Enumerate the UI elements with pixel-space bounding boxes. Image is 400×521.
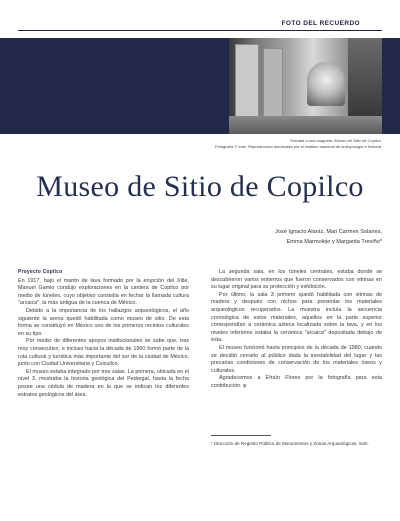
authors-line: Emma Marmolejo y Margarita Treviño* [286,239,382,245]
paragraph: El museo estaba integrado por tres salas. La primera, ubicada en el nivel 3, mostraba la historia geológica del Pedregal, hasta la fecha posee una cédula de madera en la que se indican los diferentes estratos geológicos del área. [18,368,189,398]
photo-caption: Entrada a una maqueta. Museo de Sitio de Copilco. [290,138,382,143]
footnote: * Dirección de Registro Público de Monumentos y Zonas Arqueológicas, inah. [211,441,369,446]
article-authors [275,227,382,247]
paragraph: Debido a la importancia de los hallazgos arqueológicos, el año siguiente la arena quedó habilitada como museo de sitio. De esta forma se constituyó en México uno de los primeros recintos culturales en su tipo. [18,307,189,337]
tunnel-opening [307,62,345,106]
body-column-right [211,269,382,391]
paragraph: La segunda sala, en los túneles centrales, estaba donde se descubrieron varios entierros que fueron conservados con vitrinas en su lugar original para su protección y exhibición. [211,269,382,291]
exhibit-panel [263,48,283,120]
paragraph: El museo funcionó hasta principios de la década de 1980, cuando se decidió cerrarlo al público dada la inestabilidad del lugar y las precarias condiciones de conservación de los materiales óseos y culturales. [211,344,382,374]
section-byline: Proyecto Copilco [18,269,63,275]
header-rule [18,30,382,31]
paragraph: Agradecemos a Efraín Flores por la fotografía para esta contribución. φ [211,375,382,389]
body-column-left [18,269,189,399]
paragraph: Por último, la sala 3 primero quedó habilitada con vitrinas de madera y después con nichos para presentar los materiales arqueológicos recuperados. La muestra incluía la secuencia cronológica de estos materiales, aquellos en la parte superior correspondían a cerámica azteca localizada sobre la lava, y en los niveles inferiores estaba la cerámica "arcaica" depositada debajo de ésta. [211,291,382,344]
footnote-rule [211,435,271,436]
paragraph: Por medio de diferentes apoyos institucionales se sabe que, tras muy consecutivo, e incluso hacia la década de 1960 formó parte de la ruta cultural y turística más importante del sur de la ciudad de México, junto con Ciudad Universitaria y Cuicuilco. [18,338,189,368]
exhibit-panel [235,44,259,126]
museum-photo [229,38,382,134]
cave-floor [229,116,382,134]
section-label: FOTO DEL RECUERDO [281,20,360,27]
authors-line: José Ignacio Alaníz, Mari Carmen Solanes, [275,229,382,235]
photo-credit: Fotografía © inah. Reproducción autorizada por el instituto nacional de antropología e historia. [214,144,382,149]
paragraph: En 1917, bajo el manto de lava formado por la erupción del Xitle, Manuel Gamio condujo exploraciones en la cantera de Copilco por medio de túneles, cuyo objetivo consistía en fechar la llamada cultura "arcaica", la más antigua de la cuenca de México. [18,277,189,307]
article-title: Museo de Sitio de Copilco [36,170,364,203]
